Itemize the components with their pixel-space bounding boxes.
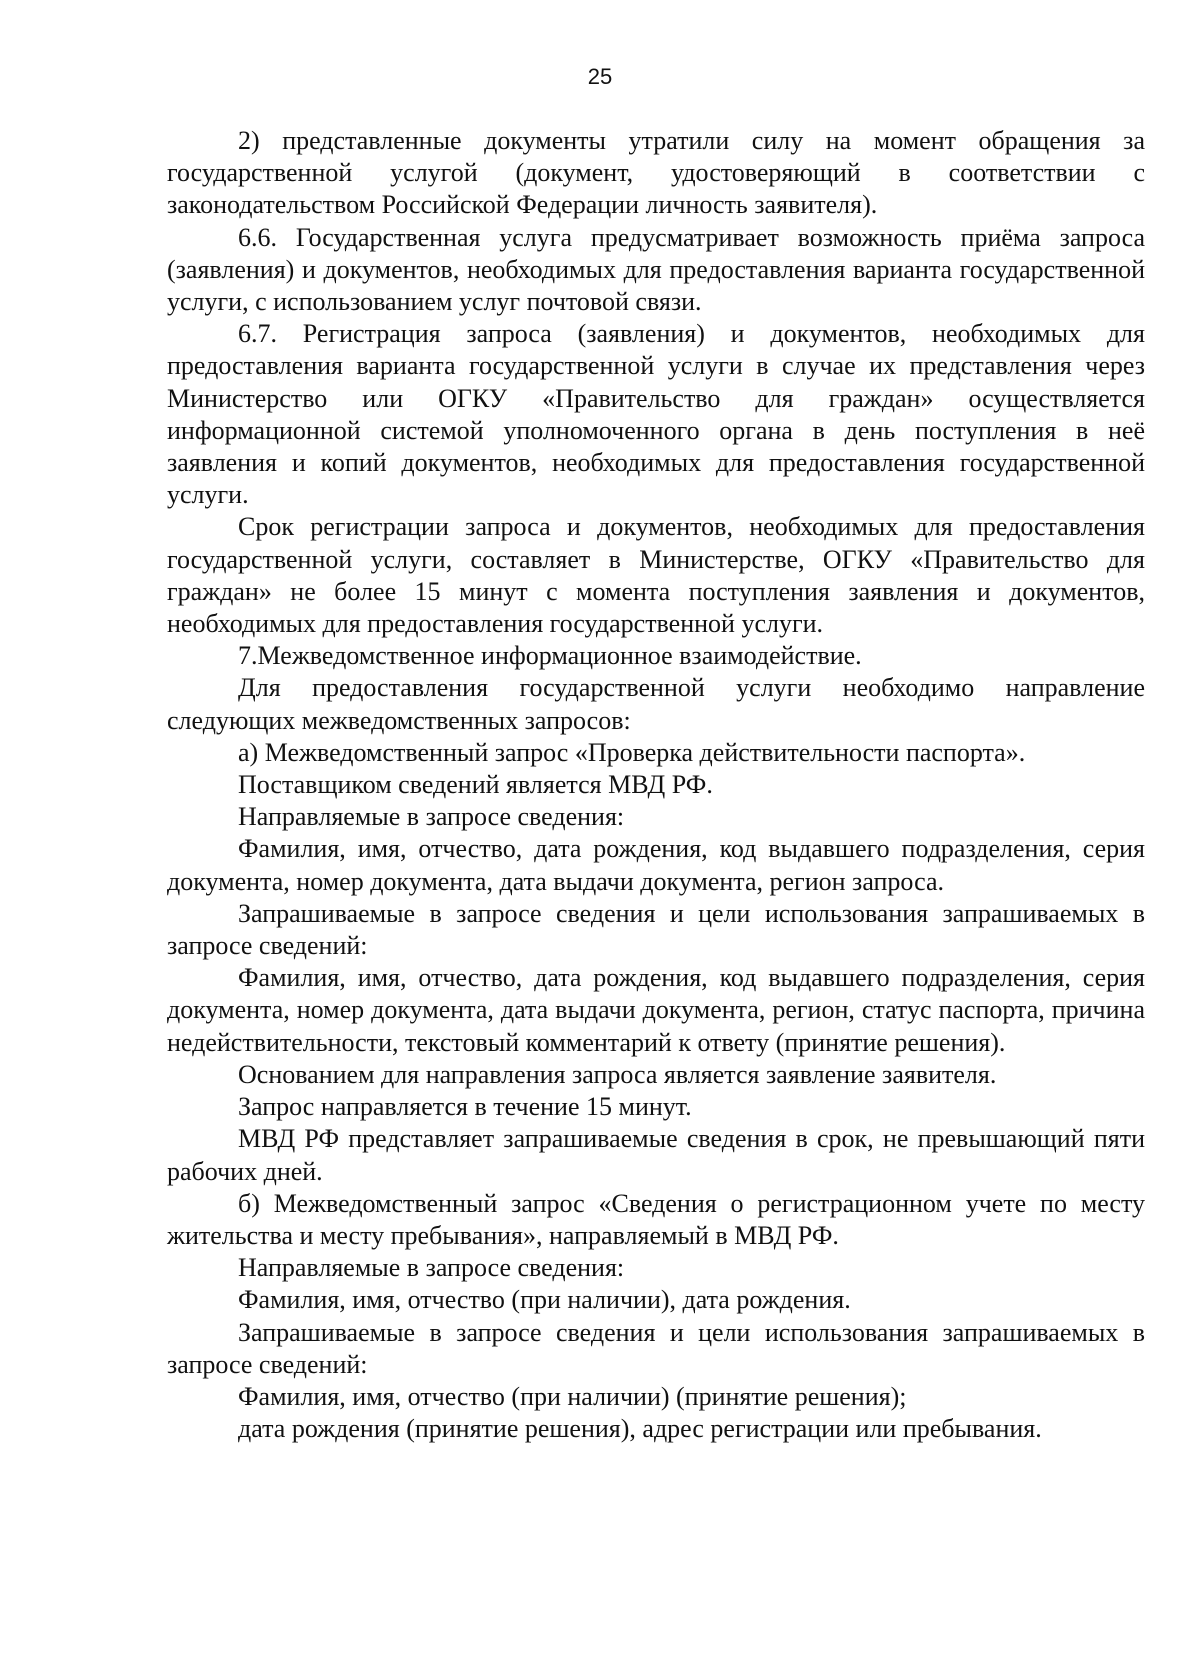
paragraph-requests-intro: Для предоставления государственной услуги необходимо направление следующих межведомственных запросов:: [167, 673, 1145, 735]
paragraph-request-a-requested-fields: Фамилия, имя, отчество, дата рождения, код выдавшего подразделения, серия документа, номер документа, дата выдачи документа, регион, статус паспорта, причина недействительности, текстовый комментарий к ответу (принятие решения).: [167, 963, 1145, 1057]
paragraph-request-a-title: а) Межведомственный запрос «Проверка действительности паспорта».: [238, 737, 1026, 767]
page-number: 25: [587, 64, 613, 89]
paragraph-request-a-sent-fields: Фамилия, имя, отчество, дата рождения, код выдавшего подразделения, серия документа, номер документа, дата выдачи документа, регион запроса.: [167, 834, 1145, 896]
paragraph-6-6-postal-service: 6.6. Государственная услуга предусматривает возможность приёма запроса (заявления) и документов, необходимых для предоставления варианта государственной услуги, с использованием услуг почтовой связи.: [167, 222, 1145, 317]
paragraph-request-b-requested-label: Запрашиваемые в запросе сведения и цели использования запрашиваемых в запросе сведений:: [167, 1317, 1145, 1379]
paragraph-request-b-sent-label: Направляемые в запросе сведения:: [238, 1253, 625, 1283]
paragraph-registration-term: Срок регистрации запроса и документов, необходимых для предоставления государственной услуги, составляет в Министерстве, ОГКУ «Правительство для граждан» не более 15 минут с момента поступления заявления и документов, необходимых для предоставления государственной услуги.: [167, 512, 1145, 639]
paragraph-request-a-sent-label: Направляемые в запросе сведения:: [238, 802, 625, 832]
paragraph-request-b-title: б) Межведомственный запрос «Сведения о регистрационном учете по месту жительства и месту пребывания», направляемый в МВД РФ.: [167, 1188, 1145, 1250]
paragraph-request-a-basis: Основанием для направления запроса является заявление заявителя.: [238, 1059, 997, 1089]
paragraph-request-b-sent-fields: Фамилия, имя, отчество (при наличии), дата рождения.: [238, 1285, 851, 1315]
paragraph-request-a-response-term: МВД РФ представляет запрашиваемые сведения в срок, не превышающий пяти рабочих дней.: [167, 1124, 1145, 1186]
section-7-heading: 7.Межведомственное информационное взаимодействие.: [238, 641, 862, 671]
paragraph-request-b-requested-fields-1: Фамилия, имя, отчество (при наличии) (принятие решения);: [238, 1381, 907, 1411]
paragraph-request-a-timing: Запрос направляется в течение 15 минут.: [238, 1092, 692, 1122]
paragraph-request-a-requested-label: Запрашиваемые в запросе сведения и цели использования запрашиваемых в запросе сведений:: [167, 898, 1145, 961]
paragraph-6-7-registration: 6.7. Регистрация запроса (заявления) и документов, необходимых для предоставления варианта государственной услуги в случае их представления через Министерство или ОГКУ «Правительство для граждан» осуществляется информационной системой уполномоченного органа в день поступления в неё заявления и копий документов, необходимых для предоставления государственной услуги.: [167, 319, 1145, 510]
document-body: [167, 125, 1145, 1445]
paragraph-request-a-provider: Поставщиком сведений является МВД РФ.: [238, 770, 713, 800]
paragraph-invalid-documents: 2) представленные документы утратили силу на момент обращения за государственной услугой (документ, удостоверяющий в соответствии с законодательством Российской Федерации личность заявителя).: [167, 126, 1145, 220]
paragraph-request-b-requested-fields-2: дата рождения (принятие решения), адрес регистрации или пребывания.: [238, 1414, 1042, 1444]
